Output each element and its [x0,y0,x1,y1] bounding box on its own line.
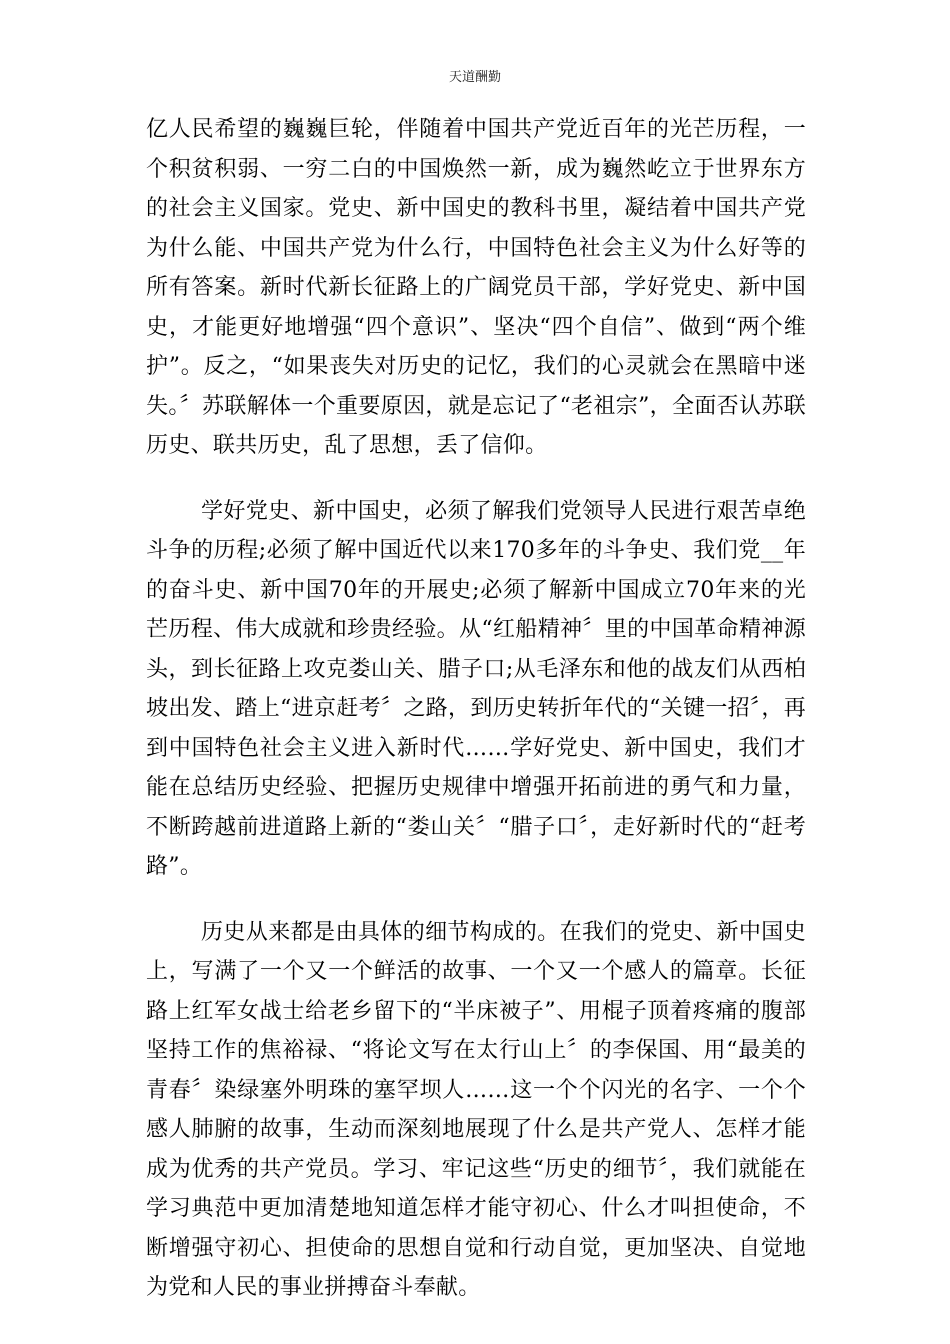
paragraph-3: 历史从来都是由具体的细节构成的。在我们的党史、新中国史上，写满了一个又一个鲜活的故事、一个又一个感人的篇章。长征路上红军女战士给老乡留下的“半床被子”、用棍子顶着疼痛的腹部坚持工作的焦裕禄、“将论文写在太行山上〞的李保国、用“最美的青春〞染绿塞外明珠的塞罕坝人……这一个个闪光的名字、一个个感人肺腑的故事，生动而深刻地展现了什么是共产党人、怎样才能成为优秀的共产党员。学习、牢记这些“历史的细节〞，我们就能在学习典范中更加清楚地知道怎样才能守初心、什么才叫担使命，不断增强守初心、担使命的思想自觉和行动自觉，更加坚决、自觉地为党和人民的事业拼搏奋斗奉献。 [146,919,806,1300]
paragraph-1: 亿人民希望的巍巍巨轮，伴随着中国共产党近百年的光芒历程，一个积贫积弱、一穷二白的中国焕然一新，成为巍然屹立于世界东方的社会主义国家。党史、新中国史的教科书里，凝结着中国共产党为什么能、中国共产党为什么行，中国特色社会主义为什么好等的所有答案。新时代新长征路上的广阔党员干部，学好党史、新中国史，才能更好地增强“四个意识”、坚决“四个自信”、做到“两个维护”。反之，“如果丧失对历史的记忆，我们的心灵就会在黑暗中迷失。〞苏联解体一个重要原因，就是忘记了“老祖宗”，全面否认苏联历史、联共历史，乱了思想，丢了信仰。 [146,117,806,458]
document-body [146,110,806,1308]
paragraph-2: 学好党史、新中国史，必须了解我们党领导人民进行艰苦卓绝斗争的历程;必须了解中国近代以来170多年的斗争史、我们党__年的奋斗史、新中国70年的开展史;必须了解新中国成立70年来的光芒历程、伟大成就和珍贵经验。从“红船精神〞里的中国革命精神源头，到长征路上攻克娄山关、腊子口;从毛泽东和他的战友们从西柏坡出发、踏上“进京赶考〞之路，到历史转折年代的“关键一招〞，再到中国特色社会主义进入新时代……学好党史、新中国史，我们才能在总结历史经验、把握历史规律中增强开拓前进的勇气和力量，不断跨越前进道路上新的“娄山关〞“腊子口〞，走好新时代的“赶考路”。 [146,498,806,879]
page-header: 天道酬勤 [448,70,501,85]
